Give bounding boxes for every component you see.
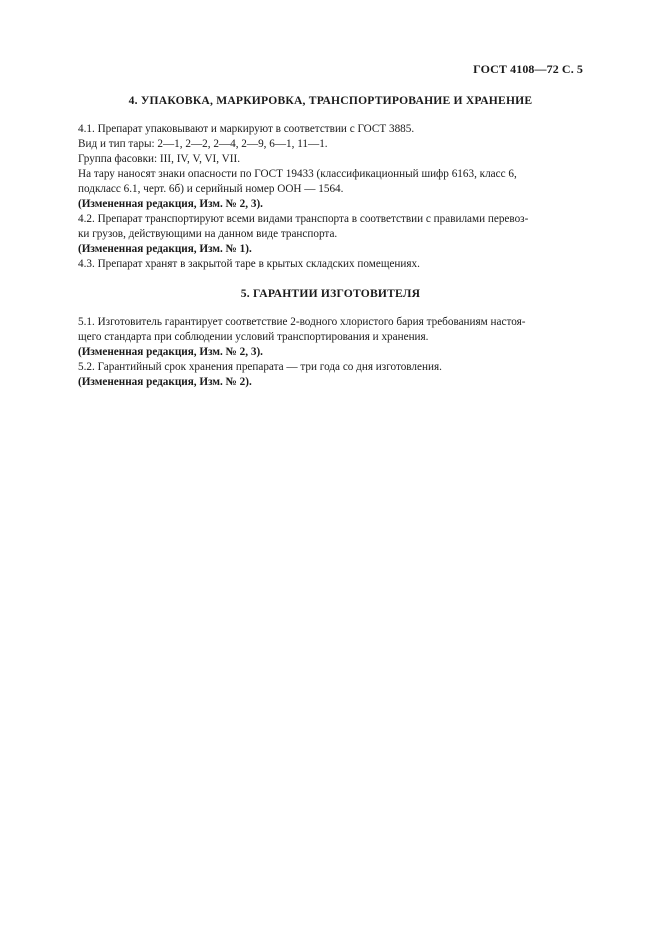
- paragraph-4-3: [78, 257, 583, 272]
- paragraph-text: На тару наносят знаки опасности по ГОСТ 19433 (классификационный шифр 6163, класс 6,: [78, 168, 517, 180]
- document-body: [78, 93, 583, 390]
- paragraph-hazard-signs-line-2: [78, 182, 583, 197]
- paragraph-packing-group: [78, 152, 583, 167]
- paragraph-text: 5.2. Гарантийный срок хранения препарата — три года со дня изготовления.: [78, 361, 442, 373]
- paragraph-text: 4.1. Препарат упаковывают и маркируют в соответствии с ГОСТ 3885.: [78, 123, 415, 135]
- paragraph-5-1-line-1: [78, 315, 583, 330]
- paragraph-hazard-signs-line-1: [78, 167, 583, 182]
- paragraph-text: ки грузов, действующими на данном виде транспорта.: [78, 228, 338, 240]
- amendment-note: (Измененная редакция, Изм. № 2).: [78, 376, 252, 388]
- paragraph-5-2: [78, 360, 583, 375]
- paragraph-text: 4.2. Препарат транспортируют всеми видами транспорта в соответствии с правилами перевоз-: [78, 213, 529, 225]
- amendment-note: (Измененная редакция, Изм. № 1).: [78, 243, 252, 255]
- section-5-title: 5. ГАРАНТИИ ИЗГОТОВИТЕЛЯ: [240, 287, 421, 300]
- paragraph-4-2-line-1: [78, 212, 583, 227]
- paragraph-text: Группа фасовки: III, IV, V, VI, VII.: [78, 153, 240, 165]
- paragraph-text: подкласс 6.1, черт. 6б) и серийный номер ООН — 1564.: [78, 183, 344, 195]
- paragraph-5-1-line-2: [78, 330, 583, 345]
- section-4-title: 4. УПАКОВКА, МАРКИРОВКА, ТРАНСПОРТИРОВАНИЕ И ХРАНЕНИЕ: [128, 94, 533, 107]
- amendment-note: (Измененная редакция, Изм. № 2, 3).: [78, 346, 263, 358]
- page-header: ГОСТ 4108—72 С. 5: [473, 62, 583, 76]
- paragraph-4-2-line-2: [78, 227, 583, 242]
- paragraph-text: 5.1. Изготовитель гарантирует соответствие 2-водного хлористого бария требованиям настоя-: [78, 316, 526, 328]
- paragraph-text: Вид и тип тары: 2—1, 2—2, 2—4, 2—9, 6—1, 11—1.: [78, 138, 328, 150]
- paragraph-text: щего стандарта при соблюдении условий транспортирования и хранения.: [78, 331, 429, 343]
- amendment-note: (Измененная редакция, Изм. № 2, 3).: [78, 198, 263, 210]
- paragraph-text: 4.3. Препарат хранят в закрытой таре в крытых складских помещениях.: [78, 258, 420, 270]
- paragraph-4-1: [78, 122, 583, 137]
- paragraph-packaging-type: [78, 137, 583, 152]
